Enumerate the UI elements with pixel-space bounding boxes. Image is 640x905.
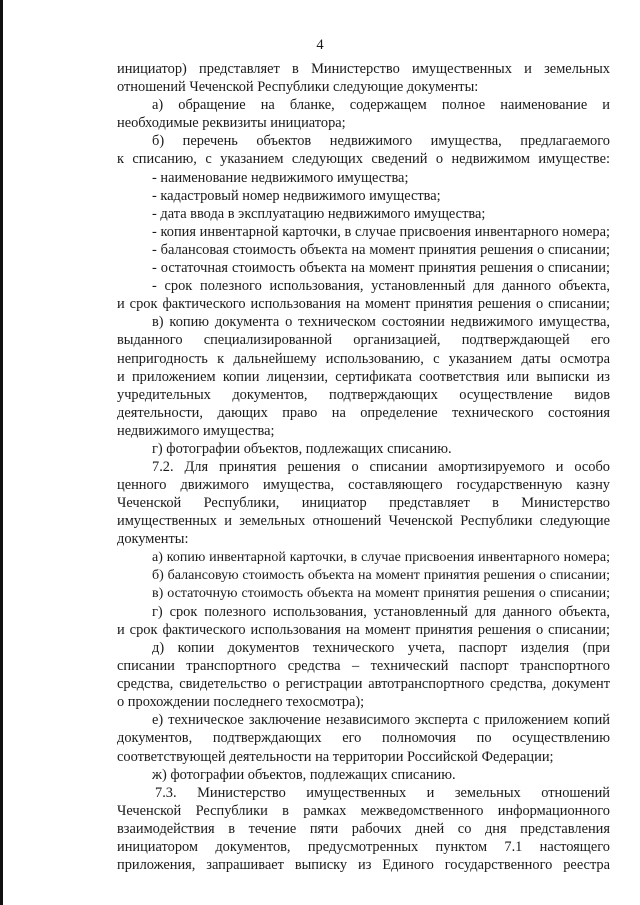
text-line: Чеченской Республики в рамках межведомственного информационного [117,802,610,819]
text-line: необходимые реквизиты инициатора; [117,115,346,132]
text-line: и срок фактического использования на момент принятия решения о списании; [117,296,610,313]
text-line: приложения, запрашивает выписку из Единого государственного реестра [117,857,610,874]
text-line: средства, свидетельство о регистрации автотранспортного средства, документ [117,676,610,693]
text-line: документов, подтверждающих его полномочия по осуществлению [117,730,610,747]
text-line: - остаточная стоимость объекта на момент принятия решения о списании; [152,260,610,277]
text-line: инициатор) представляет в Министерство имущественных и земельных [117,61,610,77]
text-line: - балансовая стоимость объекта на момент принятия решения о списании; [152,241,610,258]
text-line: отношений Чеченской Республики следующие документы: [117,79,479,96]
text-line: деятельности, дающих право на определение технического состояния [117,404,610,421]
scan-left-edge [0,0,3,905]
text-line: инициатором документов, предусмотренных пунктом 7.1 настоящего [117,839,610,856]
text-line: и срок фактического использования на момент принятия решения о списании; [117,621,610,638]
text-line: г) фотографии объектов, подлежащих списанию. [152,440,452,457]
text-line: документы: [117,531,189,548]
text-line: к списанию, с указанием следующих сведений о недвижимом имуществе: [117,151,610,168]
text-line: и приложением копии лицензии, сертификата соответствия или выписки из [117,368,610,385]
text-line: - срок полезного использования, установленный для данного объекта, [152,278,610,295]
text-line: - кадастровый номер недвижимого имущества; [152,187,441,204]
text-line: выданного специализированной организацией, подтверждающей его [117,332,610,349]
text-line: списании транспортного средства – технический паспорт транспортного [117,658,610,675]
text-line: ценного движимого имущества, составляющего государственную казну [117,477,610,494]
text-line: имущественных и земельных отношений Чеченской Республики следующие [117,513,610,530]
text-line: - копия инвентарной карточки, в случае присвоения инвентарного номера; [152,223,610,240]
text-line: а) копию инвентарной карточки, в случае присвоения инвентарного номера; [152,549,610,565]
text-line: недвижимого имущества; [117,422,275,439]
text-line: ж) фотографии объектов, подлежащих списанию. [152,766,456,783]
page-number: 4 [316,37,324,53]
text-line: в) копию документа о техническом состоянии недвижимого имущества, [152,314,610,331]
text-line: - дата ввода в эксплуатацию недвижимого имущества; [152,205,486,222]
text-line: взаимодействия в течение пяти рабочих дней со дня представления [117,820,610,837]
text-line: е) техническое заключение независимого эксперта с приложением копий [152,712,610,729]
text-line: б) балансовую стоимость объекта на момент принятия решения о списании; [152,567,610,583]
text-line: б) перечень объектов недвижимого имущества, предлагаемого [152,133,610,150]
text-line: 7.3. Министерство имущественных и земельных отношений [155,784,610,801]
text-line: г) срок полезного использования, установленный для данного объекта, [152,603,610,620]
text-line: 7.2. Для принятия решения о списании амортизируемого и особо [152,459,610,476]
text-line: д) копии документов технического учета, паспорт изделия (при [152,640,610,656]
text-line: соответствующей деятельности на территории Российской Федерации; [117,748,554,765]
text-line: непригодность к дальнейшему использованию, с указанием даты осмотра [117,350,610,367]
document-body [117,60,610,874]
text-line: в) остаточную стоимость объекта на момент принятия решения о списании; [152,585,610,601]
text-line: Чеченской Республики, инициатор представляет в Министерство [117,495,610,512]
text-line: о прохождении последнего техосмотра); [117,694,365,711]
text-line: а) обращение на бланке, содержащем полное наименование и [152,97,610,114]
text-line: учредительных документов, подтверждающих осуществление видов [117,386,610,403]
text-line: - наименование недвижимого имущества; [152,169,409,186]
